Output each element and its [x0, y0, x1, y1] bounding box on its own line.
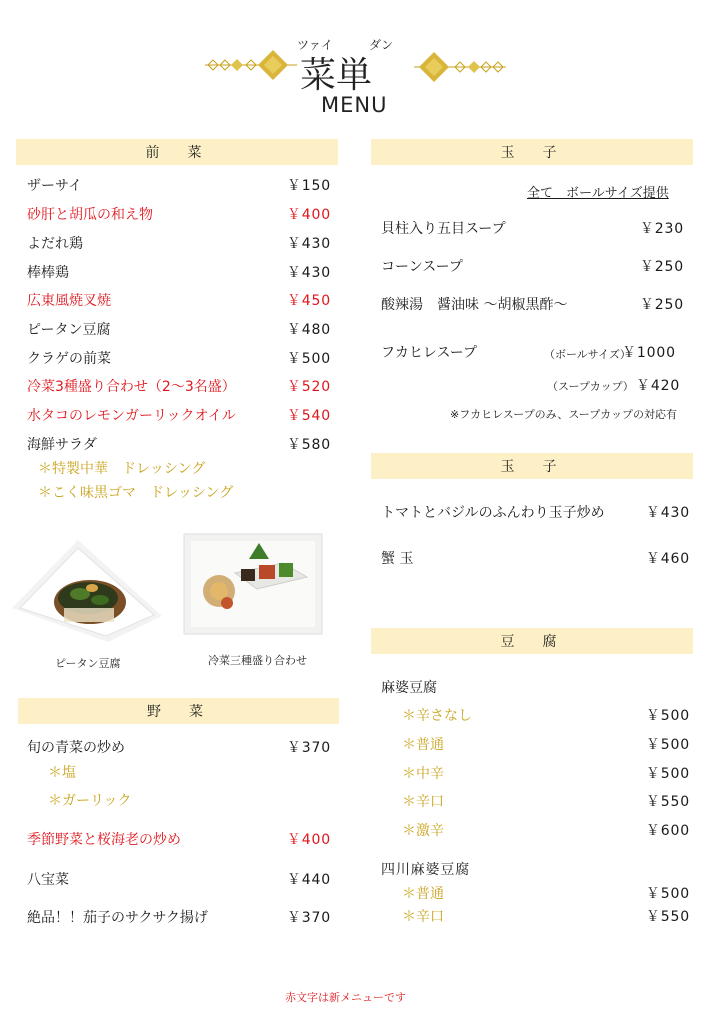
menu-item-new: 砂肝と胡瓜の和え物 ￥400	[27, 207, 331, 223]
menu-item: 八宝菜 ￥440	[27, 872, 331, 888]
spice-level-option: ＊辛さなし ￥500	[402, 708, 690, 724]
pidan-tofu-photo	[8, 536, 166, 644]
menu-item: よだれ鶏 ￥430	[27, 236, 331, 252]
title-ruby-left: ツァイ	[297, 38, 333, 52]
right-diamond-ornament-icon	[412, 50, 508, 84]
menu-subtitle: MENU	[321, 93, 388, 117]
dressing-option: ＊こく味黒ゴマ ドレッシング	[38, 485, 234, 501]
vegetable-section-header: 野 菜	[18, 698, 339, 724]
photo-caption: 冷菜三種盛り合わせ	[208, 654, 307, 667]
menu-item: 酸辣湯 醤油味 ～胡椒黒酢～ ￥250	[381, 297, 684, 313]
spice-level-option: ＊中辛 ￥500	[402, 766, 690, 782]
menu-item-new: 水タコのレモンガーリックオイル ￥540	[27, 408, 331, 424]
cold-dish-platter-photo	[183, 533, 323, 635]
spice-level-option: ＊普通 ￥500	[402, 737, 690, 753]
menu-item: クラゲの前菜 ￥500	[27, 351, 331, 367]
photo-caption: ピータン豆腐	[55, 657, 121, 670]
menu-item: 棒棒鶏 ￥430	[27, 265, 331, 281]
flavor-option: ＊ガーリック	[48, 793, 132, 809]
menu-item: 貝柱入り五目スープ ￥230	[381, 221, 684, 237]
shark-fin-soup-name: フカヒレスープ	[381, 345, 478, 361]
flavor-option: ＊塩	[48, 765, 76, 781]
menu-item: コーンスープ ￥250	[381, 259, 684, 275]
menu-item: 蟹 玉 ￥460	[381, 551, 690, 567]
menu-item: ザーサイ ￥150	[27, 178, 331, 194]
spice-level-option: ＊激辛 ￥600	[402, 823, 690, 839]
menu-item: 絶品！！茄子のサクサク揚げ ￥370	[27, 910, 331, 926]
left-diamond-ornament-icon	[203, 48, 299, 82]
dressing-option: ＊特製中華 ドレッシング	[38, 461, 206, 477]
spice-level-option: ＊普通 ￥500	[402, 886, 690, 902]
sichuan-mapo-tofu-name: 四川麻婆豆腐	[381, 862, 471, 878]
egg-section-header: 玉 子	[371, 453, 693, 479]
soup-cup-label: （スープカップ）	[547, 380, 634, 393]
menu-item-new: 広東風焼叉焼 ￥450	[27, 293, 331, 309]
menu-item: 旬の青菜の炒め ￥370	[27, 740, 331, 756]
bowl-size-price: ￥1000	[622, 345, 676, 361]
menu-item-new: 季節野菜と桜海老の炒め ￥400	[27, 832, 331, 848]
tofu-section-header: 豆 腐	[371, 628, 693, 654]
shark-fin-note: ※フカヒレスープのみ、スープカップの対応有	[450, 408, 678, 421]
bowl-size-label: （ボールサイズ）	[544, 348, 631, 361]
title-ruby-right: ダン	[369, 38, 394, 52]
menu-item: ピータン豆腐 ￥480	[27, 322, 331, 338]
menu-title: 菜単	[300, 55, 373, 96]
soup-section-header: 玉 子	[371, 139, 693, 165]
bowl-size-note: 全て ボールサイズ提供	[527, 186, 669, 201]
menu-item: 海鮮サラダ ￥580	[27, 437, 331, 453]
menu-item-new: 冷菜3種盛り合わせ（2～3名盛） ￥520	[27, 379, 331, 395]
soup-cup-price: ￥420	[636, 378, 681, 394]
mapo-tofu-name: 麻婆豆腐	[381, 680, 437, 696]
new-menu-footnote: 赤文字は新メニューです	[285, 991, 406, 1004]
spice-level-option: ＊辛口 ￥550	[402, 909, 690, 925]
spice-level-option: ＊辛口 ￥550	[402, 794, 690, 810]
appetizer-section-header: 前 菜	[16, 139, 338, 165]
menu-item: トマトとバジルのふんわり玉子炒め ￥430	[381, 505, 690, 521]
